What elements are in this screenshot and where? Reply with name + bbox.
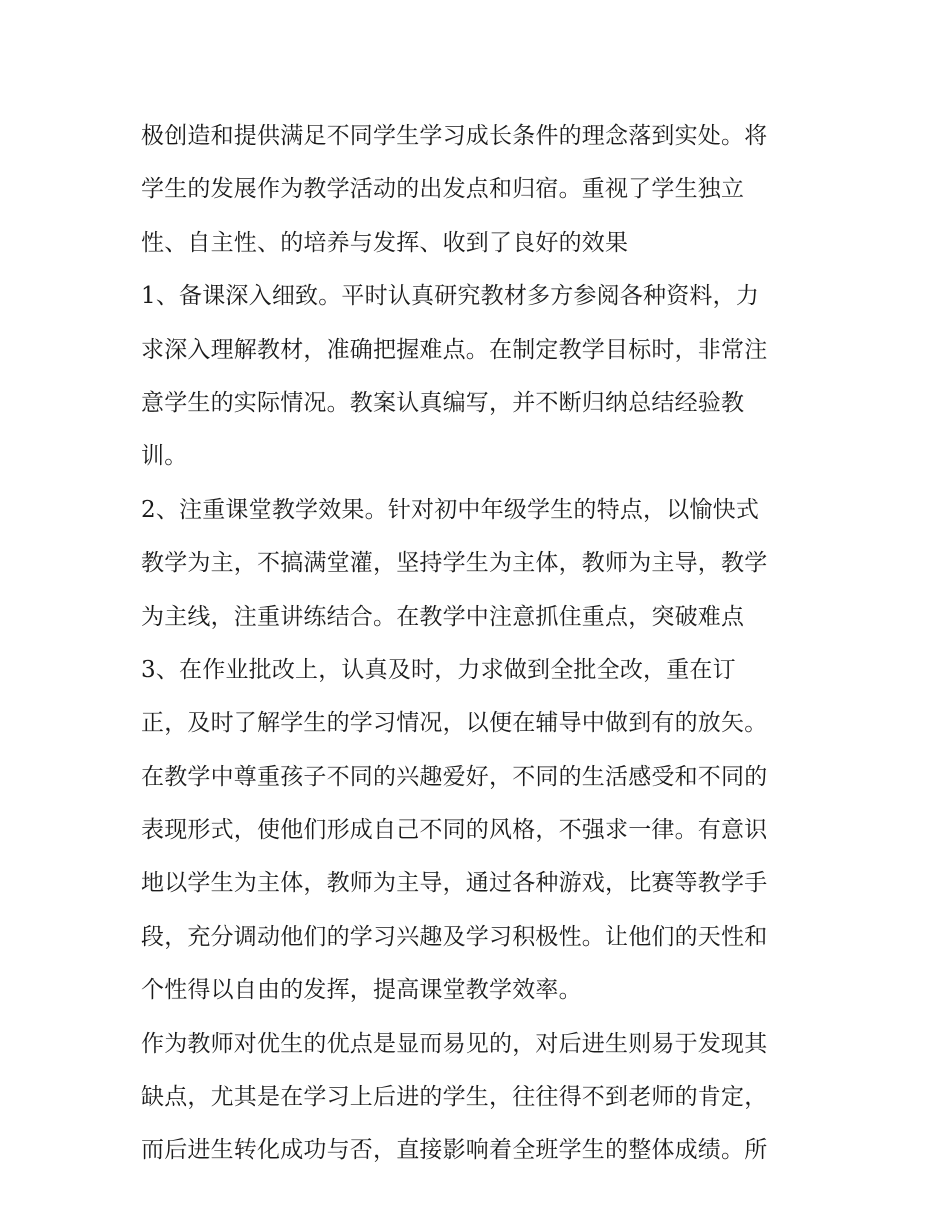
text-line: 为主线，注重讲练结合。在教学中注意抓住重点，突破难点 — [141, 603, 745, 630]
text-line: 意学生的实际情况。教案认真编写，并不断归纳总结经验教 — [141, 389, 745, 416]
text-line: 求深入理解教材，准确把握难点。在制定教学目标时，非常注 — [141, 336, 768, 363]
text-line: 在教学中尊重孩子不同的兴趣爱好，不同的生活感受和不同的 — [141, 763, 768, 790]
text-line: 作为教师对优生的优点是显而易见的，对后进生则易于发现其 — [141, 1030, 768, 1057]
text-line: 教学为主，不搞满堂灌，坚持学生为主体，教师为主导，教学 — [141, 550, 768, 577]
text-line: 训。 — [141, 443, 188, 470]
text-line: 正，及时了解学生的学习情况，以便在辅导中做到有的放矢。 — [141, 710, 768, 737]
text-line: 学生的发展作为教学活动的出发点和归宿。重视了学生独立 — [141, 176, 745, 203]
document-body — [141, 110, 821, 1178]
text-line: 段，充分调动他们的学习兴趣及学习积极性。让他们的天性和 — [141, 923, 768, 950]
text-line: 1、备课深入细致。平时认真研究教材多方参阅各种资料，力 — [141, 283, 760, 310]
text-line: 3、在作业批改上，认真及时，力求做到全批全改，重在订 — [141, 656, 736, 683]
text-line: 表现形式，使他们形成自己不同的风格，不强求一律。有意识 — [141, 817, 768, 844]
text-line: 地以学生为主体，教师为主导，通过各种游戏，比赛等教学手 — [141, 870, 768, 897]
text-line: 性、自主性、的培养与发挥、收到了良好的效果 — [141, 229, 629, 256]
text-line: 2、注重课堂教学效果。针对初中年级学生的特点，以愉快式 — [141, 496, 760, 523]
text-line: 缺点，尤其是在学习上后进的学生，往往得不到老师的肯定， — [141, 1084, 768, 1111]
text-line: 极创造和提供满足不同学生学习成长条件的理念落到实处。将 — [141, 123, 768, 149]
text-line: 个性得以自由的发挥，提高课堂教学效率。 — [141, 977, 582, 1004]
text-line: 而后进生转化成功与否，直接影响着全班学生的整体成绩。所 — [141, 1137, 768, 1164]
